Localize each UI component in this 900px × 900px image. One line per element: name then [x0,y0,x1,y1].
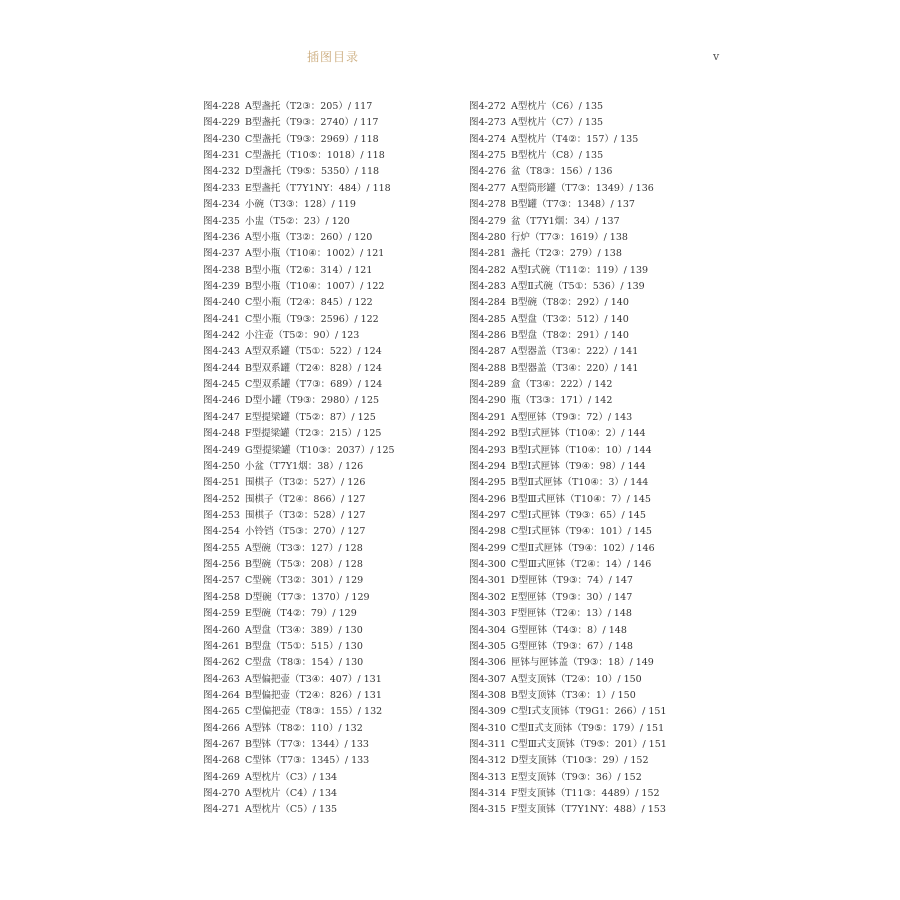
figure-caption: E型提梁罐（T5②：87）/ 125 [245,411,376,423]
figure-number: 图4-257 [203,575,240,587]
figure-number: 图4-301 [469,575,506,587]
figure-caption: 盆（T8③：156）/ 136 [511,166,613,178]
figure-caption: B型双系罐（T2④：828）/ 124 [245,362,382,374]
figure-caption: A型枕片（T4②：157）/ 135 [511,133,639,145]
figure-caption: A型盏托（T2③：205）/ 117 [245,101,373,112]
figure-caption: A型双系罐（T5①：522）/ 124 [245,346,382,358]
figure-caption: 匣钵与匣钵盖（T9③：18）/ 149 [511,657,654,669]
toc-entry [469,606,667,622]
figure-number: 图4-263 [203,673,240,685]
figure-number: 图4-308 [469,689,506,701]
toc-entry [203,197,395,213]
figure-number: 图4-232 [203,166,240,178]
figure-number: 图4-295 [469,477,506,489]
toc-entry [469,197,667,213]
toc-entry [203,295,395,311]
toc-entry [203,606,395,622]
toc-entry [469,704,667,720]
figure-caption: G型提梁罐（T10③：2037）/ 125 [245,444,395,456]
figure-caption: 小盆（T7Y1烟：38）/ 126 [245,460,364,472]
toc-entry [203,459,395,475]
figure-number: 图4-303 [469,608,506,620]
toc-entry [469,263,667,279]
toc-entry [469,475,667,491]
toc-entry [469,590,667,606]
figure-caption: B型钵（T7③：1344）/ 133 [245,739,369,751]
figure-number: 图4-278 [469,199,506,211]
figure-number: 图4-242 [203,330,240,342]
toc-entry [469,115,667,131]
toc-entry [469,344,667,360]
toc-entry [469,524,667,540]
figure-number: 图4-252 [203,493,240,505]
figure-caption: B型罐（T7③：1348）/ 137 [511,199,635,211]
figure-number: 图4-311 [469,739,506,751]
figure-caption: E型支顶钵（T9③：36）/ 152 [511,771,642,783]
figure-caption: A型钵（T8②：110）/ 132 [245,722,363,734]
toc-entry [469,655,667,671]
figure-caption: 盏托（T2③：279）/ 138 [511,248,622,260]
toc-entry [203,164,395,180]
toc-entry [203,214,395,230]
running-title: 插图目录 [307,50,360,64]
toc-entry [469,802,667,818]
toc-entry [469,688,667,704]
figure-caption: C型Ⅲ式匣钵（T2④：14）/ 146 [511,559,652,571]
figure-caption: 盆（T7Y1烟：34）/ 137 [511,215,620,227]
figure-caption: 围棋子（T3②：527）/ 126 [245,477,366,489]
figure-caption: C型偏把壶（T8③：155）/ 132 [245,706,383,718]
figure-caption: E型碗（T4②：79）/ 129 [245,608,357,620]
toc-entry [203,623,395,639]
toc-entry [469,164,667,180]
toc-entry [203,737,395,753]
figure-caption: G型匣钵（T4③：8）/ 148 [511,624,627,636]
figure-caption: A型支顶钵（T2④：10）/ 150 [511,673,642,685]
toc-entry [469,770,667,786]
toc-entry [203,393,395,409]
figure-caption: B型Ⅰ式匣钵（T10④：2）/ 144 [511,428,646,440]
toc-entry [203,361,395,377]
toc-entry [203,426,395,442]
toc-entry [469,786,667,802]
toc-entry [469,312,667,328]
toc-entry [203,655,395,671]
figure-number: 图4-281 [469,248,506,260]
toc-entry [469,214,667,230]
figure-caption: A型筒形罐（T7③：1349）/ 136 [511,182,654,194]
figure-caption: B型盘（T8②：291）/ 140 [511,330,629,342]
figure-caption: F型匣钵（T2④：13）/ 148 [511,608,632,620]
figure-caption: A型小瓶（T10④：1002）/ 121 [245,248,385,260]
figure-number: 图4-253 [203,509,240,521]
figure-number: 图4-231 [203,150,240,162]
toc-entry [469,393,667,409]
figure-caption: C型Ⅲ式支顶钵（T9⑤：201）/ 151 [511,739,667,751]
figure-number: 图4-286 [469,330,506,342]
figure-number: 图4-245 [203,379,240,391]
figure-caption: F型提梁罐（T2③：215）/ 125 [245,428,382,440]
toc-entry [469,508,667,524]
figure-caption: B型器盖（T3④：220）/ 141 [511,362,639,374]
figure-number: 图4-260 [203,624,240,636]
figure-caption: B型盏托（T9③：2740）/ 117 [245,117,379,129]
figure-caption: A型匣钵（T9③：72）/ 143 [511,411,633,423]
toc-entry [203,377,395,393]
figure-number: 图4-246 [203,395,240,407]
figure-number: 图4-315 [469,804,506,816]
figure-caption: C型盏托（T10⑤：1018）/ 118 [245,150,385,162]
figure-caption: B型支顶钵（T3④：1）/ 150 [511,689,636,701]
toc-entry [203,443,395,459]
figure-number: 图4-240 [203,297,240,309]
figure-caption: B型Ⅱ式匣钵（T10④：3）/ 144 [511,477,649,489]
figure-number: 图4-269 [203,771,240,783]
figure-caption: G型匣钵（T9③：67）/ 148 [511,640,633,652]
figure-number: 图4-235 [203,215,240,227]
toc-entry [469,492,667,508]
toc-entry [203,344,395,360]
figure-number: 图4-249 [203,444,240,456]
figure-number: 图4-314 [469,788,506,800]
figure-number: 图4-300 [469,559,506,571]
figure-number: 图4-272 [469,101,506,112]
figure-caption: C型双系罐（T7③：689）/ 124 [245,379,383,391]
figure-caption: E型盏托（T7Y1NY：484）/ 118 [245,182,391,194]
figure-caption: 小碗（T3③：128）/ 119 [245,199,356,211]
figure-number: 图4-298 [469,526,506,538]
page-number: v [713,50,720,63]
toc-entry [203,148,395,164]
figure-caption: B型盘（T5①：515）/ 130 [245,640,363,652]
figure-number: 图4-275 [469,150,506,162]
figure-number: 图4-229 [203,117,240,129]
figure-caption: 盒（T3④：222）/ 142 [511,379,613,391]
toc-entry [469,459,667,475]
toc-entry [469,737,667,753]
figure-number: 图4-287 [469,346,506,358]
toc-entry [203,328,395,344]
figure-number: 图4-228 [203,101,240,112]
figure-number: 图4-285 [469,313,506,325]
figure-caption: C型Ⅰ式支顶钵（T9G1：266）/ 151 [511,706,667,718]
figure-number: 图4-290 [469,395,506,407]
toc-entry [203,541,395,557]
toc-entry [203,312,395,328]
toc-entry [203,115,395,131]
figure-caption: A型枕片（C3）/ 134 [245,771,338,783]
figure-number: 图4-313 [469,771,506,783]
toc-entry [203,475,395,491]
figure-number: 图4-258 [203,591,240,603]
figure-caption: B型小瓶（T10④：1007）/ 122 [245,280,385,292]
figure-number: 图4-302 [469,591,506,603]
figure-number: 图4-234 [203,199,240,211]
figure-caption: D型匣钵（T9③：74）/ 147 [511,575,633,587]
figure-caption: B型Ⅰ式匣钵（T9④：98）/ 144 [511,460,646,472]
figure-number: 图4-251 [203,477,240,489]
figure-number: 图4-255 [203,542,240,554]
figure-number: 图4-237 [203,248,240,260]
toc-entry [203,492,395,508]
figure-caption: 围棋子（T2④：866）/ 127 [245,493,366,505]
figure-caption: E型匣钵（T9③：30）/ 147 [511,591,633,603]
figure-caption: B型枕片（C8）/ 135 [511,150,604,162]
figure-caption: B型偏把壶（T2④：826）/ 131 [245,689,382,701]
figure-caption: A型小瓶（T3②：260）/ 120 [245,231,373,243]
figure-caption: C型盏托（T9③：2969）/ 118 [245,133,379,145]
figure-number: 图4-268 [203,755,240,767]
figure-caption: A型枕片（C5）/ 135 [245,804,338,816]
figure-caption: B型Ⅲ式匣钵（T10④：7）/ 145 [511,493,651,505]
figure-number: 图4-254 [203,526,240,538]
figure-caption: D型盏托（T9⑤：5350）/ 118 [245,166,380,178]
figure-number: 图4-230 [203,133,240,145]
toc-entry [203,230,395,246]
figure-caption: C型钵（T7③：1345）/ 133 [245,755,370,767]
figure-number: 图4-279 [469,215,506,227]
toc-entry [469,426,667,442]
figure-number: 图4-277 [469,182,506,194]
figure-caption: A型Ⅱ式碗（T5①：536）/ 139 [511,280,645,292]
toc-entry [203,704,395,720]
toc-entry [469,721,667,737]
figure-caption: 围棋子（T3②：528）/ 127 [245,509,366,521]
figure-caption: C型Ⅰ式匣钵（T9④：101）/ 145 [511,526,652,538]
figure-caption: B型碗（T5③：208）/ 128 [245,559,363,571]
figure-number: 图4-274 [469,133,506,145]
toc-entry [469,328,667,344]
figure-number: 图4-297 [469,509,506,521]
toc-entry [469,443,667,459]
figure-caption: A型偏把壶（T3④：407）/ 131 [245,673,382,685]
figure-number: 图4-265 [203,706,240,718]
toc-entry [203,688,395,704]
figure-caption: C型小瓶（T9③：2596）/ 122 [245,313,379,325]
toc-entry [469,148,667,164]
figure-caption: F型支顶钵（T11③：4489）/ 152 [511,788,660,800]
toc-entry [469,410,667,426]
figure-caption: C型盘（T8③：154）/ 130 [245,657,364,669]
figure-caption: D型小罐（T9③：2980）/ 125 [245,395,380,407]
figure-number: 图4-309 [469,706,506,718]
figure-caption: B型碗（T8②：292）/ 140 [511,297,629,309]
toc-entry [469,573,667,589]
figure-number: 图4-307 [469,673,506,685]
figure-number: 图4-233 [203,182,240,194]
toc-entry [469,639,667,655]
toc-entry [469,753,667,769]
toc-entry [469,541,667,557]
figure-number: 图4-273 [469,117,506,129]
toc-entry [203,181,395,197]
figure-caption: 瓶（T3③：171）/ 142 [511,395,613,407]
toc-entry [203,263,395,279]
figure-number: 图4-271 [203,804,240,816]
toc-entry [469,246,667,262]
toc-entry [469,99,667,115]
figure-caption: 小盅（T5②：23）/ 120 [245,215,350,227]
figure-number: 图4-284 [469,297,506,309]
toc-entry [203,639,395,655]
toc-entry [469,377,667,393]
figure-caption: A型盘（T3②：512）/ 140 [511,313,629,325]
toc-entry [203,557,395,573]
figure-caption: A型枕片（C7）/ 135 [511,117,604,129]
figure-number: 图4-288 [469,362,506,374]
toc-entry [469,230,667,246]
figure-number: 图4-280 [469,231,506,243]
figure-caption: D型支顶钵（T10③：29）/ 152 [511,755,649,767]
toc-entry [203,132,395,148]
figure-caption: C型Ⅰ式匣钵（T9③：65）/ 145 [511,509,646,521]
toc-entry [469,557,667,573]
figure-number: 图4-306 [469,657,506,669]
figure-number: 图4-256 [203,559,240,571]
toc-entry [203,590,395,606]
figure-caption: D型碗（T7③：1370）/ 129 [245,591,370,603]
figure-number: 图4-296 [469,493,506,505]
figure-number: 图4-282 [469,264,506,276]
figure-caption: A型碗（T3③：127）/ 128 [245,542,363,554]
figure-number: 图4-289 [469,379,506,391]
toc-entry [203,524,395,540]
toc-left-column [203,99,395,819]
figure-number: 图4-299 [469,542,506,554]
figure-number: 图4-247 [203,411,240,423]
toc-entry [203,410,395,426]
toc-entry [469,672,667,688]
figure-number: 图4-243 [203,346,240,358]
figure-caption: B型Ⅰ式匣钵（T10④：10）/ 144 [511,444,652,456]
figure-caption: C型碗（T3②：301）/ 129 [245,575,364,587]
figure-caption: F型支顶钵（T7Y1NY：488）/ 153 [511,804,666,816]
figure-number: 图4-294 [469,460,506,472]
figure-number: 图4-312 [469,755,506,767]
figure-caption: C型小瓶（T2④：845）/ 122 [245,297,373,309]
figure-number: 图4-283 [469,280,506,292]
figure-number: 图4-310 [469,722,506,734]
figure-number: 图4-304 [469,624,506,636]
figure-number: 图4-293 [469,444,506,456]
toc-entry [469,295,667,311]
toc-entry [203,770,395,786]
toc-entry [469,623,667,639]
figure-number: 图4-267 [203,739,240,751]
figure-number: 图4-266 [203,722,240,734]
figure-number: 图4-239 [203,280,240,292]
figure-number: 图4-305 [469,640,506,652]
toc-entry [203,279,395,295]
toc-entry [203,573,395,589]
figure-number: 图4-241 [203,313,240,325]
figure-caption: A型盘（T3④：389）/ 130 [245,624,363,636]
figure-number: 图4-236 [203,231,240,243]
figure-caption: B型小瓶（T2⑥：314）/ 121 [245,264,373,276]
figure-caption: 小铃铛（T5③：270）/ 127 [245,526,366,538]
figure-caption: C型Ⅱ式匣钵（T9④：102）/ 146 [511,542,655,554]
toc-entry [469,181,667,197]
toc-entry [469,132,667,148]
figure-number: 图4-262 [203,657,240,669]
toc-entry [469,361,667,377]
figure-caption: C型Ⅱ式支顶钵（T9⑤：179）/ 151 [511,722,665,734]
toc-entry [203,672,395,688]
figure-caption: 行炉（T7③：1619）/ 138 [511,231,628,243]
figure-number: 图4-276 [469,166,506,178]
figure-number: 图4-291 [469,411,506,423]
toc-entry [203,721,395,737]
toc-entry [203,508,395,524]
figure-number: 图4-261 [203,640,240,652]
toc-entry [203,753,395,769]
figure-number: 图4-264 [203,689,240,701]
toc-right-column [469,99,667,819]
toc-entry [203,99,395,115]
figure-caption: A型枕片（C6）/ 135 [511,101,604,112]
figure-caption: A型枕片（C4）/ 134 [245,788,338,800]
figure-number: 图4-244 [203,362,240,374]
figure-caption: A型Ⅰ式碗（T11②：119）/ 139 [511,264,649,276]
toc-entry [203,802,395,818]
toc-entry [203,246,395,262]
toc-entry [469,279,667,295]
figure-number: 图4-250 [203,460,240,472]
figure-number: 图4-248 [203,428,240,440]
figure-number: 图4-259 [203,608,240,620]
figure-number: 图4-238 [203,264,240,276]
toc-entry [203,786,395,802]
figure-caption: 小注壶（T5②：90）/ 123 [245,330,360,342]
figure-number: 图4-270 [203,788,240,800]
figure-number: 图4-292 [469,428,506,440]
figure-caption: A型器盖（T3④：222）/ 141 [511,346,639,358]
